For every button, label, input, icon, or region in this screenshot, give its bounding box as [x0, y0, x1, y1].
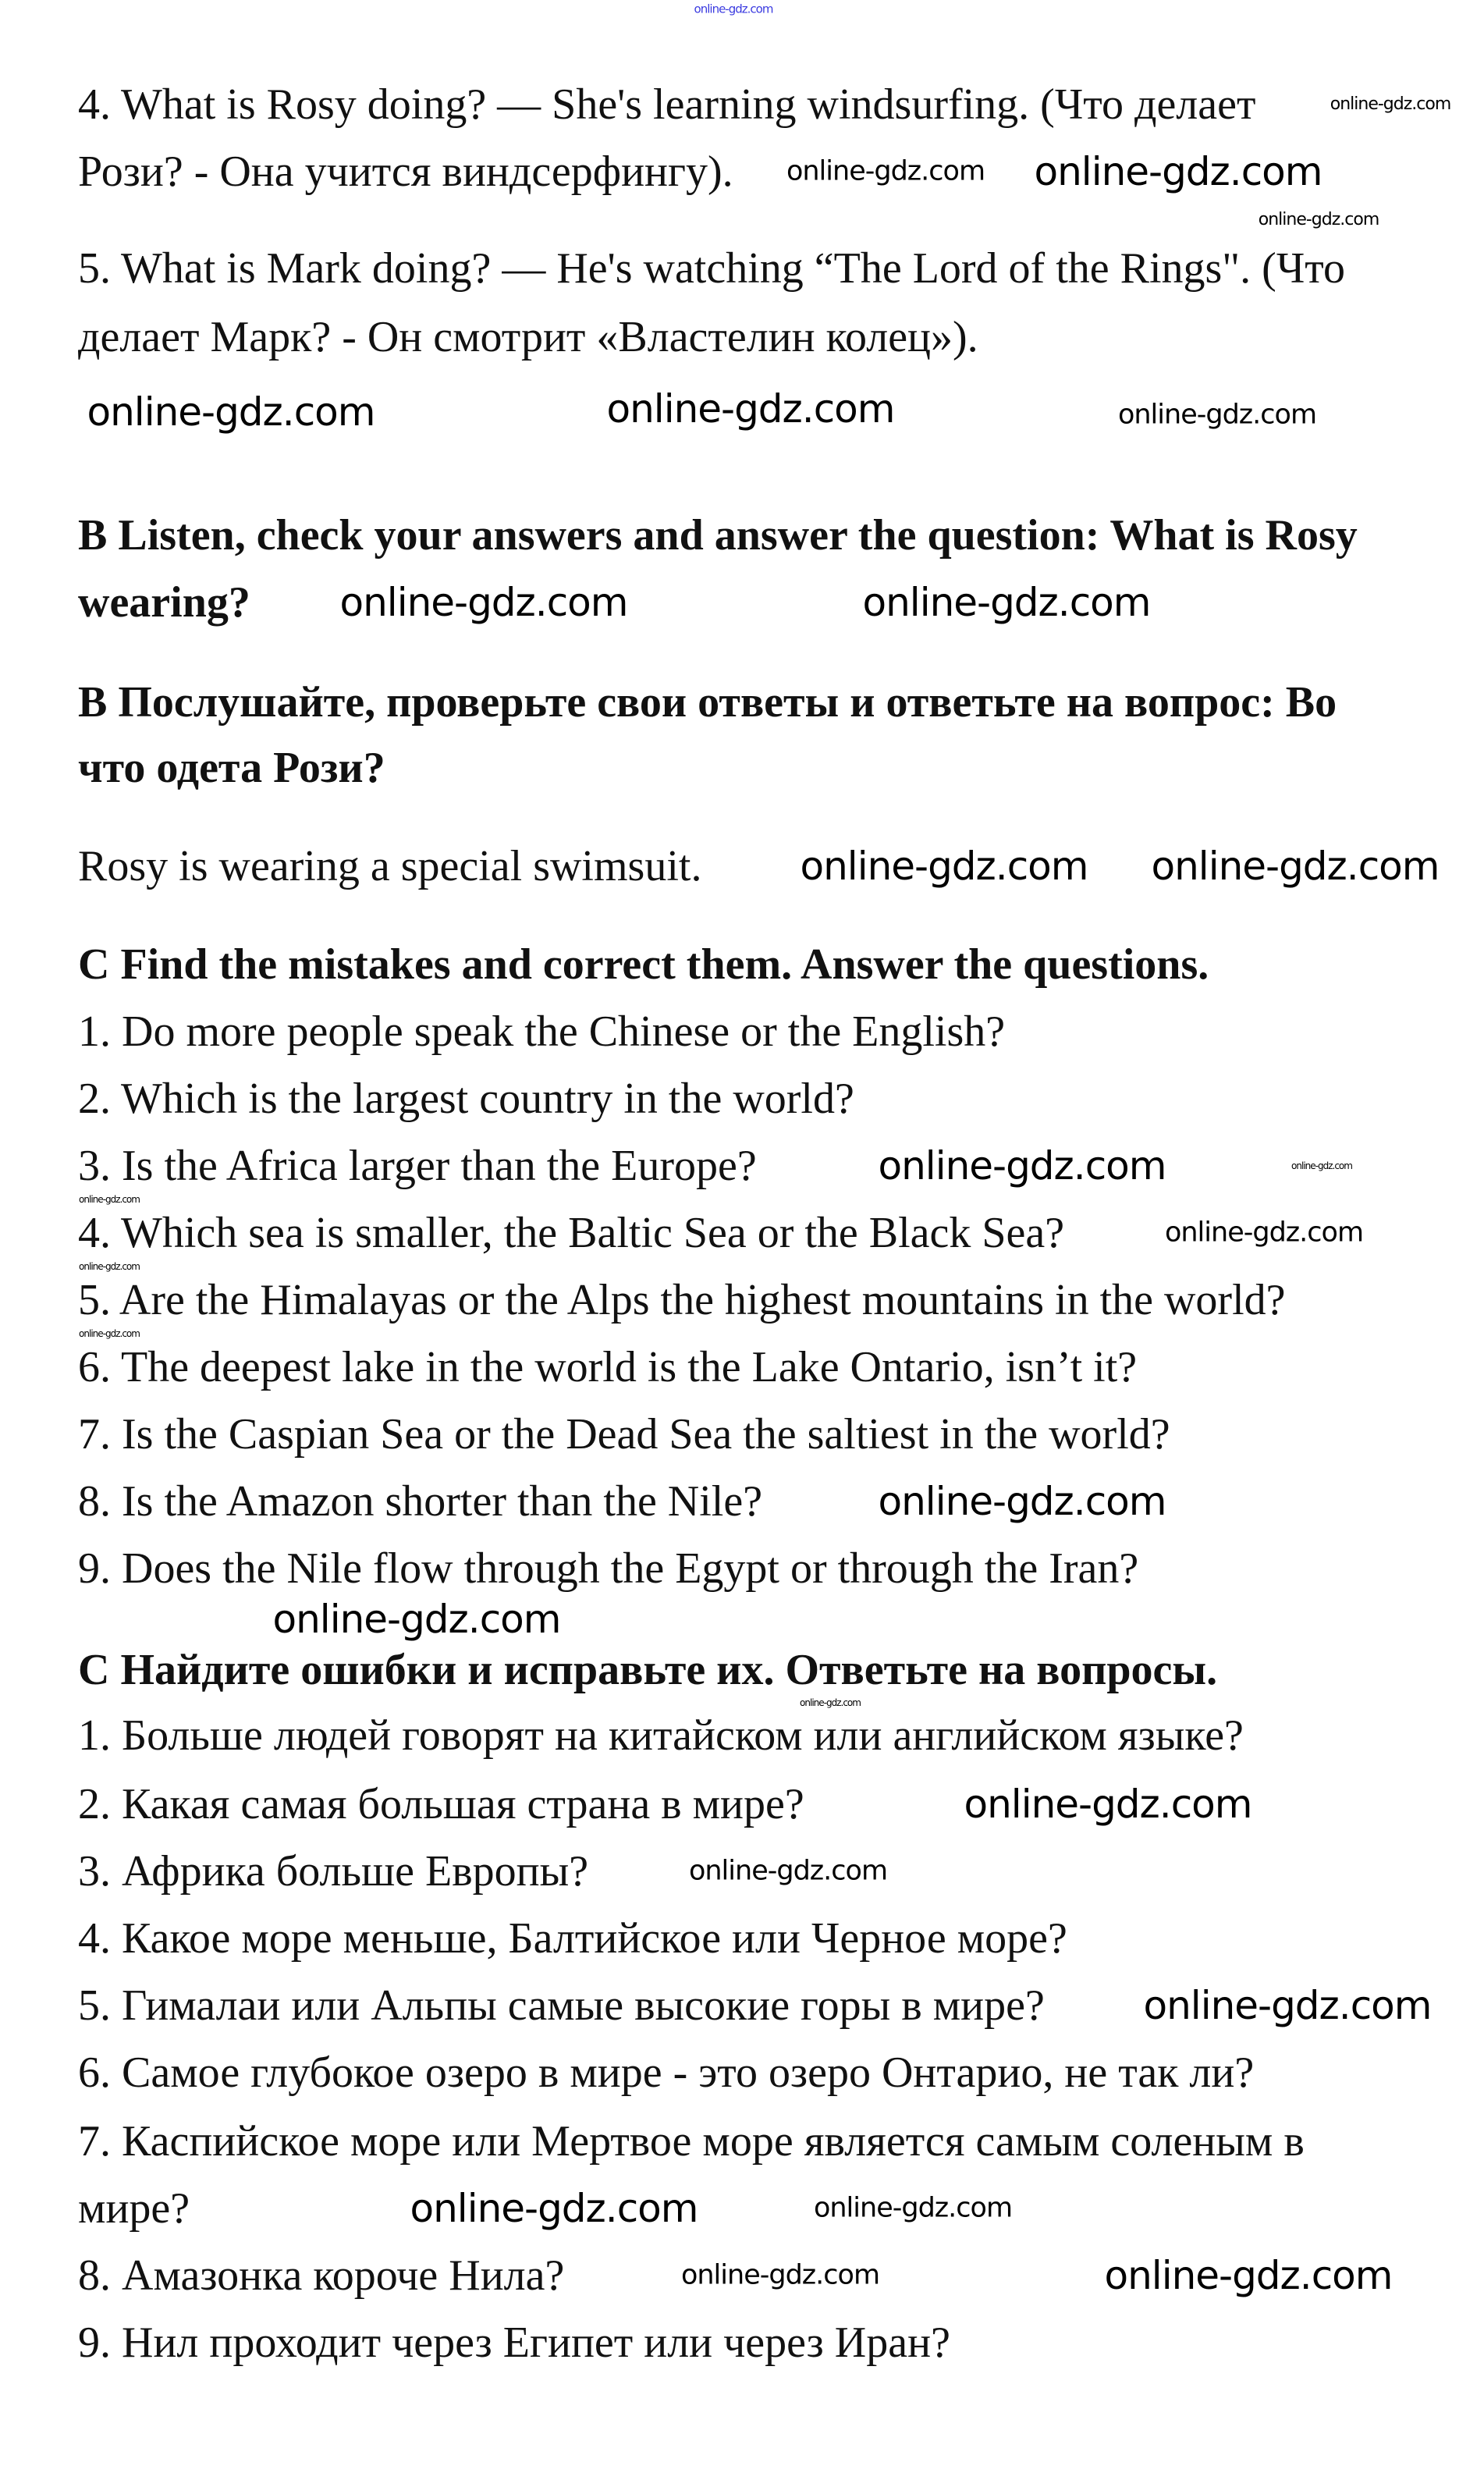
watermark: online-gdz.com [694, 2, 773, 16]
watermark: online-gdz.com [272, 1597, 561, 1642]
watermark: online-gdz.com [87, 389, 375, 435]
section-heading: wearing? [78, 578, 250, 627]
question-item: 3. Is the Africa larger than the Europe? [78, 1142, 757, 1190]
answer-line: Рози? - Она учится виндсерфингу). [78, 147, 733, 196]
section-heading: что одета Рози? [78, 744, 385, 792]
answer-line: 5. What is Mark doing? — He's watching “The Lord of the Rings". (Что [78, 244, 1345, 293]
watermark: online-gdz.com [1104, 2253, 1393, 2298]
question-item: 4. Какое море меньше, Балтийское или Черное море? [78, 1914, 1067, 1963]
question-item: 1. Do more people speak the Chinese or the English? [78, 1007, 1006, 1056]
watermark: online-gdz.com [410, 2186, 698, 2231]
watermark: online-gdz.com [1117, 399, 1317, 431]
watermark: online-gdz.com [800, 1697, 861, 1708]
question-item: 2. Which is the largest country in the world? [78, 1075, 854, 1123]
watermark: online-gdz.com [680, 2259, 880, 2291]
watermark: online-gdz.com [688, 1855, 888, 1887]
question-item: 6. The deepest lake in the world is the Lake Ontario, isn’t it? [78, 1343, 1138, 1391]
question-item: 4. Which sea is smaller, the Baltic Sea or the Black Sea? [78, 1209, 1065, 1257]
answer-line: делает Марк? - Он смотрит «Властелин колец»). [78, 313, 978, 361]
watermark: online-gdz.com [1330, 94, 1451, 114]
question-item: мире? [78, 2184, 190, 2233]
watermark: online-gdz.com [786, 155, 985, 187]
question-item: 8. Амазонка короче Нила? [78, 2251, 565, 2300]
watermark: online-gdz.com [800, 844, 1088, 889]
question-item: 3. Африка больше Европы? [78, 1847, 589, 1896]
watermark: online-gdz.com [1291, 1160, 1352, 1171]
watermark: online-gdz.com [862, 580, 1151, 625]
watermark: online-gdz.com [79, 1194, 140, 1205]
section-heading: С Найдите ошибки и исправьте их. Ответьте на вопросы. [78, 1646, 1218, 1694]
question-item: 9. Нил проходит через Египет или через Иран? [78, 2318, 950, 2367]
watermark: online-gdz.com [964, 1782, 1252, 1827]
question-item: 9. Does the Nile flow through the Egypt or through the Iran? [78, 1544, 1139, 1593]
question-item: 6. Самое глубокое озеро в мире - это озеро Онтарио, не так ли? [78, 2048, 1255, 2097]
watermark: online-gdz.com [1143, 1983, 1432, 2028]
watermark: online-gdz.com [606, 386, 895, 432]
section-heading: C Find the mistakes and correct them. Answer the questions. [78, 940, 1209, 989]
answer-line: Rosy is wearing a special swimsuit. [78, 842, 702, 890]
question-item: 8. Is the Amazon shorter than the Nile? [78, 1477, 763, 1526]
watermark: online-gdz.com [878, 1479, 1166, 1524]
watermark: online-gdz.com [813, 2192, 1013, 2224]
question-item: 5. Гималаи или Альпы самые высокие горы в мире? [78, 1981, 1045, 2030]
watermark: online-gdz.com [1258, 210, 1379, 229]
question-item: 2. Какая самая большая страна в мире? [78, 1780, 804, 1828]
section-heading: B Listen, check your answers and answer the question: What is Rosy [78, 511, 1358, 560]
watermark: online-gdz.com [1151, 844, 1440, 889]
watermark: online-gdz.com [79, 1328, 140, 1339]
watermark: online-gdz.com [339, 580, 628, 625]
watermark: online-gdz.com [1164, 1217, 1364, 1249]
watermark: online-gdz.com [79, 1261, 140, 1272]
question-item: 7. Каспийское море или Мертвое море является самым соленым в [78, 2117, 1305, 2166]
answer-line: 4. What is Rosy doing? — She's learning windsurfing. (Что делает [78, 80, 1256, 129]
section-heading: В Послушайте, проверьте свои ответы и ответьте на вопрос: Во [78, 678, 1337, 727]
watermark: online-gdz.com [878, 1143, 1166, 1189]
question-item: 1. Больше людей говорят на китайском или английском языке? [78, 1711, 1244, 1760]
watermark: online-gdz.com [1034, 149, 1322, 194]
question-item: 7. Is the Caspian Sea or the Dead Sea the saltiest in the world? [78, 1410, 1170, 1459]
question-item: 5. Are the Himalayas or the Alps the highest mountains in the world? [78, 1276, 1286, 1324]
